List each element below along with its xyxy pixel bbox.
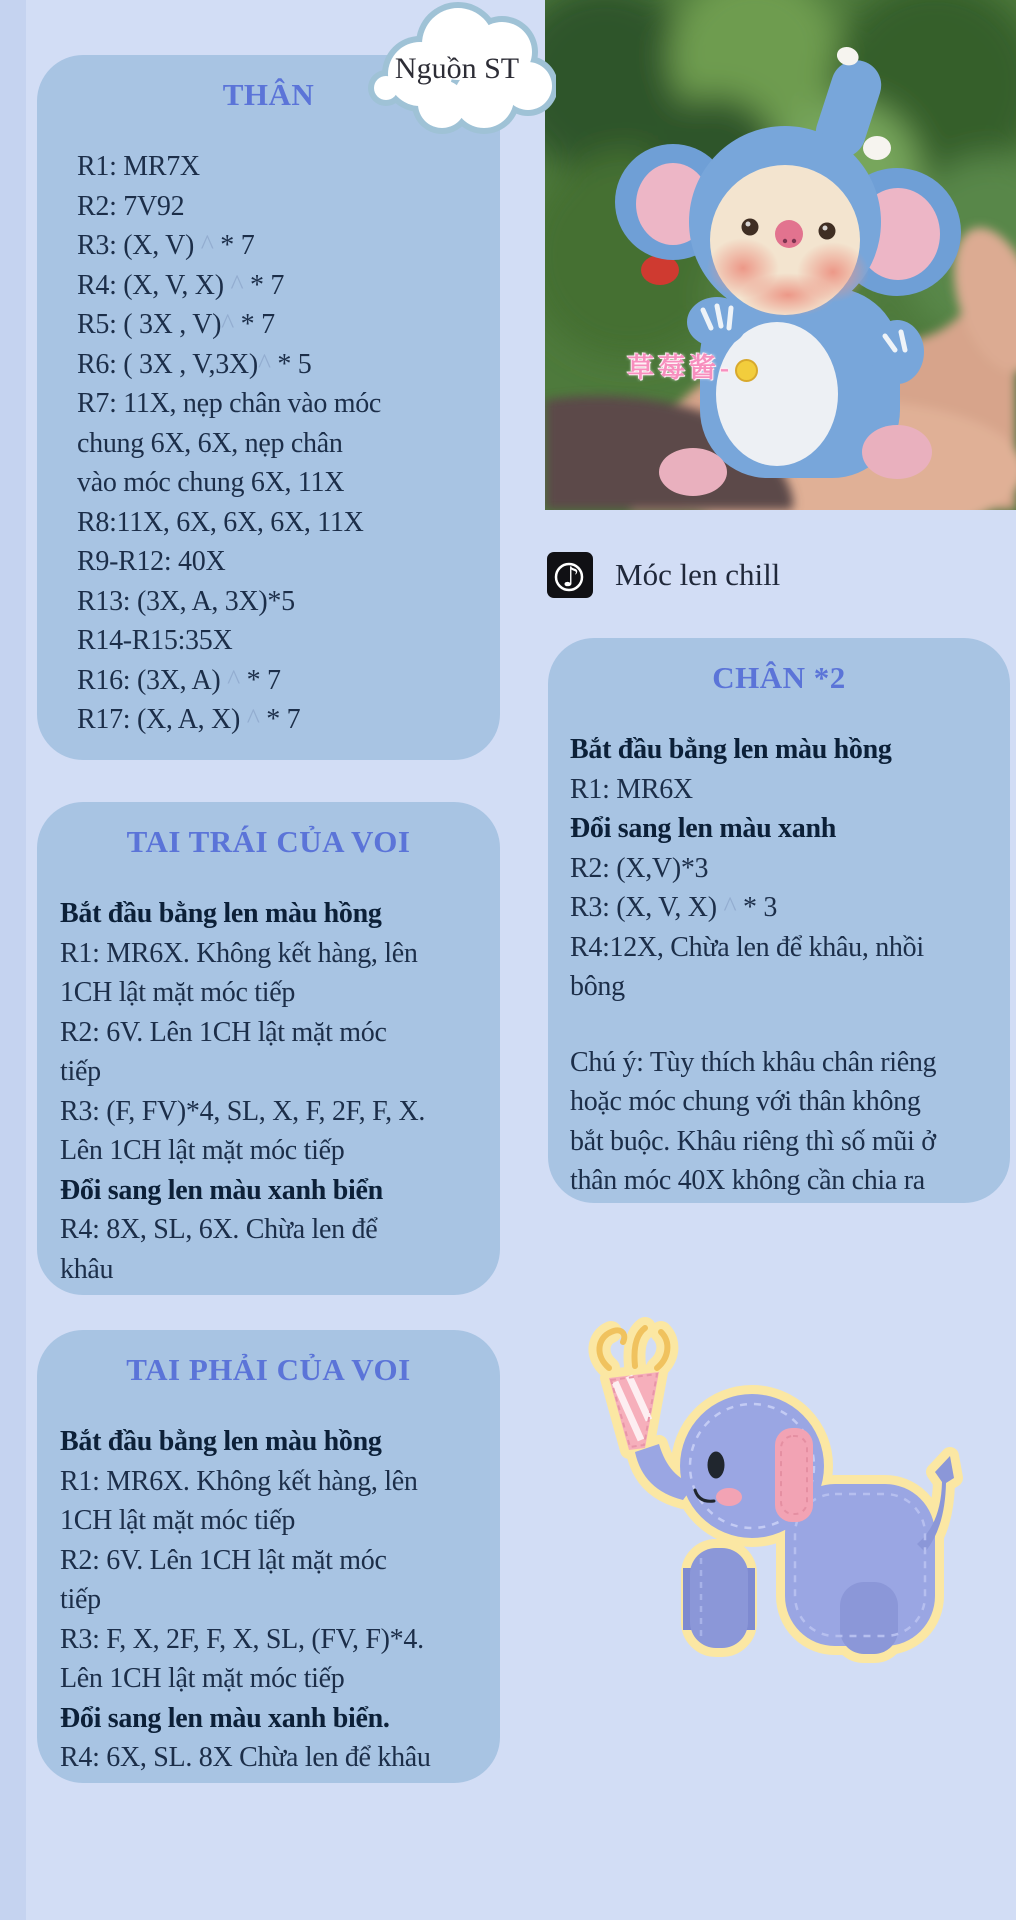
caret-mark: ^ (230, 269, 244, 301)
panel-left-ear (37, 802, 500, 1295)
elephant-drawing (585, 1316, 985, 1676)
watermark-text: 草莓酱- (627, 353, 733, 383)
pattern-line: R7: 11X, nẹp chân vào móc (77, 388, 382, 419)
pattern-line: vào móc chung 6X, 11X (77, 467, 345, 498)
pattern-line: hoặc móc chung với thân không (570, 1086, 921, 1117)
panel-legs (548, 638, 1010, 1203)
pattern-line: Đổi sang len màu xanh biển (60, 1174, 383, 1206)
pattern-line: R13: (3X, A, 3X)*5 (77, 585, 295, 617)
pattern-line: R8:11X, 6X, 6X, 6X, 11X (77, 506, 364, 538)
panel-right-ear-title: TAI PHẢI CỦA VOI (126, 1352, 411, 1387)
tiktok-credit-row (547, 552, 780, 598)
caret-mark: ^ (257, 348, 271, 380)
pattern-line: Lên 1CH lật mặt móc tiếp (60, 1663, 345, 1694)
pattern-line: Chú ý: Tùy thích khâu chân riêng (570, 1046, 937, 1078)
panel-left-ear-lines (37, 894, 500, 1289)
pattern-line: Bắt đầu bằng len màu hồng (60, 898, 382, 929)
pattern-line: R3: (X, V) ^ * 7 (77, 230, 255, 261)
pattern-line: R5: ( 3X , V)^ * 7 (77, 309, 275, 340)
pattern-line: R1: MR6X. Không kết hàng, lên (60, 937, 418, 969)
lemon-icon (735, 359, 758, 382)
pattern-line: R1: MR7X (77, 151, 200, 182)
panel-body-than (37, 55, 500, 760)
pattern-line: Bắt đầu bằng len màu hồng (60, 1426, 382, 1457)
caret-mark: ^ (246, 704, 260, 735)
pattern-line: Đổi sang len màu xanh (570, 813, 836, 844)
pattern-line: R2: 6V. Lên 1CH lật mặt móc (60, 1016, 387, 1048)
pattern-line: Lên 1CH lật mặt móc tiếp (60, 1135, 345, 1166)
panel-legs-title: CHÂN *2 (712, 660, 846, 695)
pattern-line: R6: ( 3X , V,3X)^ * 5 (77, 348, 312, 380)
tiktok-icon (547, 552, 593, 598)
svg-text:♪: ♪ (562, 562, 580, 593)
pattern-line: Bắt đầu bằng len màu hồng (570, 734, 892, 765)
pattern-line: bông (570, 971, 625, 1002)
source-cloud-badge (358, 0, 556, 140)
pattern-line: R3: (F, FV)*4, SL, X, F, 2F, F, X. (60, 1095, 426, 1127)
pattern-line: tiếp (60, 1584, 101, 1615)
pattern-line: R17: (X, A, X) ^ * 7 (77, 704, 301, 735)
pattern-line: R4: 8X, SL, 6X. Chừa len để (60, 1214, 378, 1245)
pattern-line: R2: 7V92 (77, 190, 185, 222)
panel-legs-lines (548, 730, 1010, 1201)
pattern-line: R1: MR6X (570, 773, 693, 805)
pattern-line: khâu (60, 1253, 114, 1285)
pattern-line: R3: (X, V, X) ^ * 3 (570, 892, 778, 923)
pattern-line: R2: (X,V)*3 (570, 852, 709, 884)
pattern-line: thân móc 40X không cần chia ra (570, 1165, 925, 1196)
pattern-line: tiếp (60, 1056, 101, 1087)
caret-mark: ^ (221, 309, 234, 340)
panel-than-lines (37, 147, 500, 740)
panel-than-title: THÂN (222, 77, 315, 112)
pattern-line: 1CH lật mặt móc tiếp (60, 1505, 296, 1536)
left-edge-strip (0, 0, 26, 1920)
pattern-line: R9-R12: 40X (77, 546, 226, 577)
pattern-line: 1CH lật mặt móc tiếp (60, 977, 296, 1008)
caret-mark: ^ (227, 664, 240, 696)
panel-right-ear-lines (37, 1422, 500, 1778)
caret-mark: ^ (200, 230, 214, 261)
pattern-line: Đổi sang len màu xanh biển. (60, 1702, 390, 1734)
pattern-line: R4: 6X, SL. 8X Chừa len để khâu (60, 1742, 431, 1773)
tiktok-username: Móc len chill (615, 557, 781, 592)
photo-watermark (627, 346, 758, 385)
toy-photo-scene (545, 0, 1016, 510)
toy-photo (545, 0, 1016, 510)
panel-left-ear-title: TAI TRÁI CỦA VOI (126, 824, 411, 859)
pattern-line: R4: (X, V, X) ^ * 7 (77, 269, 285, 301)
pattern-line: R4:12X, Chừa len để khâu, nhồi (570, 931, 924, 963)
pattern-line: chung 6X, 6X, nẹp chân (77, 427, 343, 459)
source-label: Nguồn ST (394, 52, 520, 85)
pattern-line: R16: (3X, A) ^ * 7 (77, 664, 281, 696)
pattern-line: bắt buộc. Khâu riêng thì số mũi ở (570, 1125, 936, 1157)
caret-mark: ^ (723, 892, 737, 923)
panel-right-ear (37, 1330, 500, 1783)
pattern-line: R2: 6V. Lên 1CH lật mặt móc (60, 1544, 387, 1576)
pattern-line: R3: F, X, 2F, F, X, SL, (FV, F)*4. (60, 1623, 424, 1655)
pattern-line (570, 1007, 1010, 1043)
pattern-line: R14-R15:35X (77, 625, 233, 656)
pattern-line: R1: MR6X. Không kết hàng, lên (60, 1465, 418, 1497)
elephant-illustration (585, 1316, 985, 1676)
